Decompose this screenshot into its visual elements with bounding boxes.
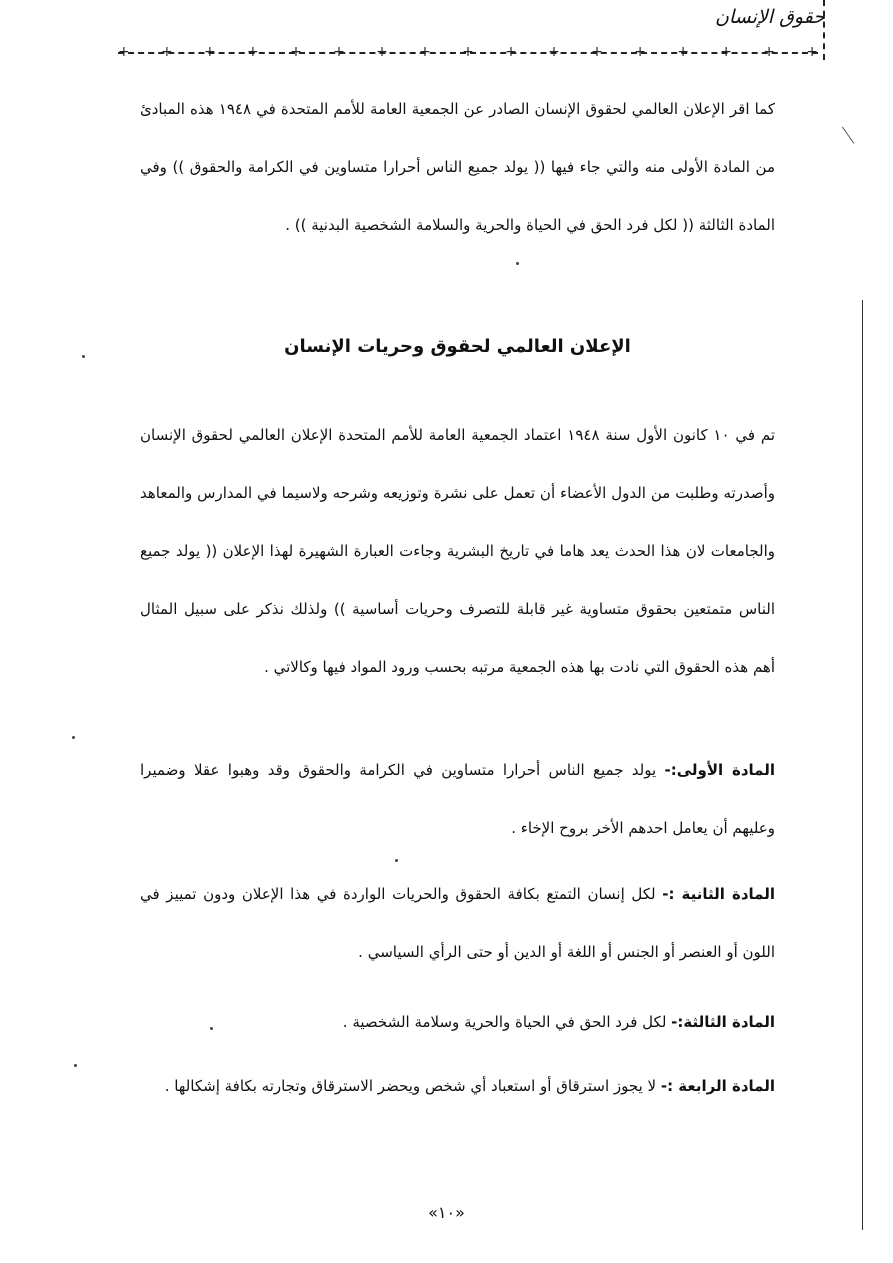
article-1-text: يولد جميع الناس أحرارا متساوين في الكرامة والحقوق وقد وهبوا عقلا وضميرا وعليهم أن يعامل احدهم الأخر بروح الإخاء . [140,761,775,837]
header-rule-ticks: + + + + + + + + + + + + + + + + + [118,44,818,60]
article-4 [140,1057,775,1115]
page-edge-line [862,300,863,1230]
main-paragraph: تم في ١٠ كانون الأول سنة ١٩٤٨ اعتماد الجمعية العامة للأمم المتحدة الإعلان العالمي لحقوق الإنسان وأصدرته وطلبت من الدول الأعضاء أن تعمل على نشرة وتوزيعه وشرحه ولاسيما في المدارس والمعاهد والجامعات لان هذا الحدث يعد هاما في تاريخ البشرية وجاءت العبارة الشهيرة لهذا الإعلان (( يولد جميع الناس متمتعين بحقوق متساوية غير قابلة للتصرف وحريات أساسية )) ولذلك نذكر على سبيل المثال أهم هذه الحقوق التي نادت بها هذه الجمعية مرتبه بحسب ورود المواد فيها وكالاتي . [140,426,775,676]
article-2-label: المادة الثانية :- [662,885,775,903]
article-3 [140,993,775,1051]
article-1-label: المادة الأولى:- [664,761,775,779]
article-4-text: لا يجوز استرقاق أو استعباد أي شخص ويحضر الاسترقاق وتجارته بكافة إشكالها . [164,1077,661,1095]
scan-speck [82,355,85,358]
page-number: «١٠» [428,1203,465,1222]
scan-speck [210,1027,213,1030]
scan-speck [74,1064,77,1067]
article-3-label: المادة الثالثة:- [671,1013,775,1031]
scan-speck [72,736,75,739]
article-2-text: لكل إنسان التمتع بكافة الحقوق والحريات الواردة في هذا الإعلان ودون تمييز في اللون أو العنصر أو الجنس أو اللغة أو الدين أو حتى الرأي السياسي . [140,885,775,961]
article-2 [140,865,775,981]
intro-paragraph: كما اقر الإعلان العالمي لحقوق الإنسان الصادر عن الجمعية العامة للأمم المتحدة في ١٩٤٨ هذه المبادئ من المادة الأولى منه والتي جاء فيها (( يولد جميع الناس أحرارا متساوين في الكرامة والحقوق )) وفي المادة الثالثة (( لكل فرد الحق في الحياة والحرية والسلامة الشخصية البدنية )) . [140,100,775,234]
scan-speck [516,262,519,265]
section-heading: الإعلان العالمي لحقوق وحريات الإنسان [284,336,631,357]
article-1 [140,741,775,857]
margin-scratch-mark [842,116,869,143]
running-header-title: حقوق الإنسان [714,6,825,28]
article-3-text: لكل فرد الحق في الحياة والحرية وسلامة الشخصية . [342,1013,672,1031]
article-4-label: المادة الرابعة :- [660,1077,775,1095]
scan-speck [395,859,398,862]
